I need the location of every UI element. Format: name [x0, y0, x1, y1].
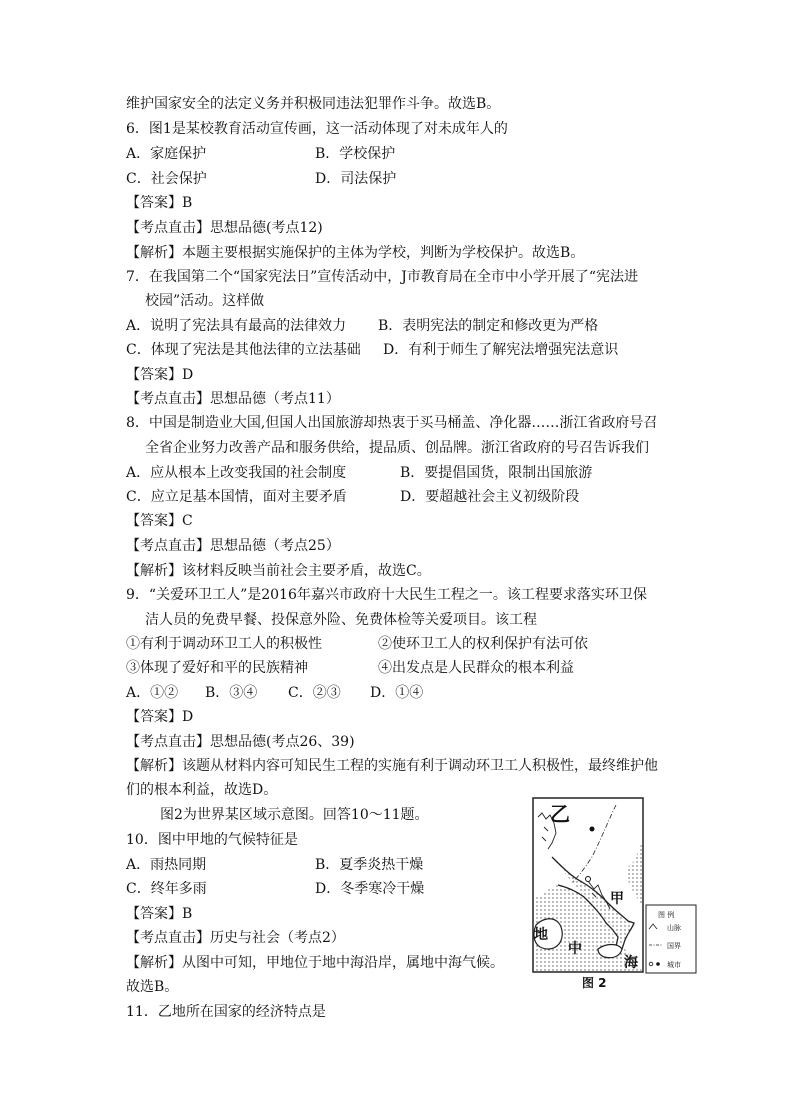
option-6d: D．司法保护: [315, 171, 397, 187]
answer-6: 【答案】B: [126, 195, 193, 211]
label-zhong: 中: [568, 941, 582, 957]
option-10b: B．夏季炎热干燥: [315, 857, 424, 873]
option-10a: A．雨热同期: [126, 857, 207, 873]
option-6c: C．社会保护: [126, 171, 207, 187]
jiexi-8: 【解析】该材料反映当前社会主要矛盾，故选C。: [126, 563, 431, 579]
jiexi-9-cont: 们的根本利益，故选D。: [126, 782, 278, 798]
legend-city: 城市: [667, 961, 681, 969]
answer-9: 【答案】D: [126, 709, 194, 725]
legend-title: 图 例: [658, 911, 675, 919]
question-8: 8．中国是制造业大国,但国人出国旅游却热衷于买马桶盖、净化器……浙江省政府号召: [126, 415, 658, 431]
label-jia: 甲: [610, 891, 624, 907]
kaodian-9: 【考点直击】思想品德(考点26、39): [126, 734, 355, 750]
option-6b: B．学校保护: [315, 146, 396, 162]
option-9b: B．③④: [205, 685, 258, 701]
legend-border: 国界: [667, 942, 681, 950]
label-yi: 乙: [550, 802, 570, 826]
option-7c: C．体现了宪法是其他法律的立法基础: [126, 342, 361, 358]
label-di: 地: [534, 927, 548, 943]
question-10: 10．图中甲地的气候特征是: [126, 832, 298, 848]
option-8b: B．要提倡国货，限制出国旅游: [400, 465, 593, 481]
option-10c: C．终年多雨: [126, 881, 207, 897]
jiexi-10-cont: 故选B。: [126, 979, 179, 995]
option-9d: D．①④: [370, 685, 424, 701]
question-7: 7．在我国第二个“国家宪法日”宣传活动中，J市教育局在全市中小学开展了“宪法进: [126, 269, 638, 285]
question-9-cont: 洁人员的免费早餐、投保意外险、免费体检等关爱项目。该工程: [145, 612, 537, 628]
question-7-cont: 校园”活动。这样做: [145, 293, 265, 309]
option-9a: A．①②: [126, 685, 179, 701]
question-8-cont: 全省企业努力改善产品和服务供给，提品质、创品牌。浙江省政府的号召告诉我们: [145, 440, 649, 456]
answer-10: 【答案】B: [126, 906, 193, 922]
kaodian-10: 【考点直击】历史与社会（考点2）: [126, 930, 345, 946]
question-9: 9．“关爱环卫工人”是2016年嘉兴市政府十大民生工程之一。该工程要求落实环卫保: [126, 587, 647, 603]
legend-mountain: 山脉: [667, 924, 681, 932]
question-11: 11．乙地所在国家的经济特点是: [126, 1004, 326, 1020]
region-map: [532, 797, 698, 991]
option-7b: B．表明宪法的制定和修改更为严格: [378, 318, 599, 334]
kaodian-7: 【考点直击】思想品德（考点11）: [126, 391, 340, 407]
option-6a: A．家庭保护: [126, 146, 207, 162]
kaodian-8: 【考点直击】思想品德（考点25）: [126, 538, 340, 554]
option-9c: C．②③: [288, 685, 341, 701]
jiexi-9: 【解析】该题从材料内容可知民生工程的实施有利于调动环卫工人积极性，最终维护他: [126, 758, 658, 774]
legend-city-icon: [656, 962, 660, 966]
legend-city-icon: [649, 962, 653, 966]
option-8a: A．应从根本上改变我国的社会制度: [126, 465, 347, 481]
statement-4: ④出发点是人民群众的根本利益: [378, 660, 574, 676]
map-caption: 图 2: [582, 976, 607, 990]
statement-1: ①有利于调动环卫工人的积极性: [126, 636, 322, 652]
question-6: 6．图1是某校教育活动宣传画，这一活动体现了对未成年人的: [126, 121, 508, 137]
option-10d: D．冬季寒冷干燥: [315, 881, 425, 897]
option-8c: C．应立足基本国情，面对主要矛盾: [126, 489, 347, 505]
intro-10: 图2为世界某区域示意图。回答10～11题。: [160, 807, 429, 823]
city-icon: [586, 877, 591, 882]
option-7a: A．说明了宪法具有最高的法律效力: [126, 318, 347, 334]
kaodian-6: 【考点直击】思想品德(考点12): [126, 220, 323, 236]
city-icon: [590, 827, 595, 832]
text-line: 维护国家安全的法定义务并积极同违法犯罪作斗争。故选B。: [126, 96, 501, 112]
statement-2: ②使环卫工人的权利保护有法可依: [378, 636, 588, 652]
option-7d: D．有利于师生了解宪法增强宪法意识: [383, 342, 619, 358]
answer-7: 【答案】D: [126, 367, 194, 383]
answer-8: 【答案】C: [126, 513, 193, 529]
jiexi-6: 【解析】本题主要根据实施保护的主体为学校，判断为学校保护。故选B。: [126, 245, 585, 261]
statement-3: ③体现了爱好和平的民族精神: [126, 660, 308, 676]
label-hai: 海: [624, 955, 638, 971]
option-8d: D．要超越社会主义初级阶段: [400, 489, 580, 505]
jiexi-10: 【解析】从图中可知，甲地位于地中海沿岸，属地中海气候。: [126, 955, 504, 971]
